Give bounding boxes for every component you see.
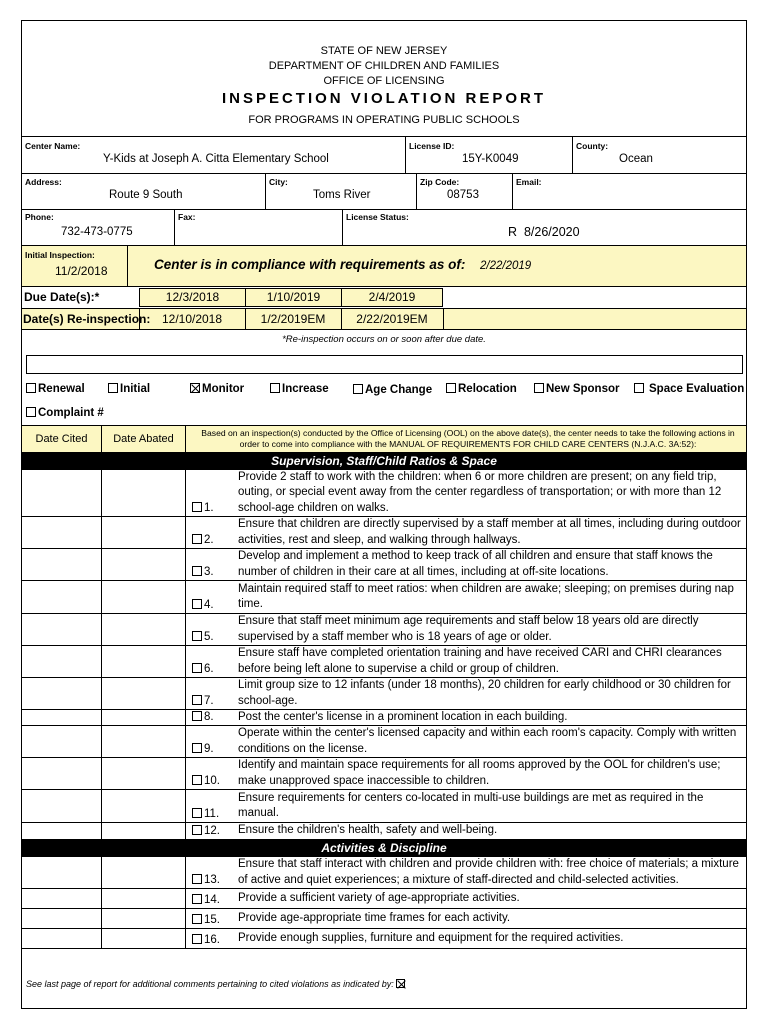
instructions-text: Based on an inspection(s) conducted by the Office of Licensing (OOL) on the above date(s), the center needs to take the following actions in order to come into compliance with the MANUAL OF REQUIREMENTS FOR CHILD CARE CENTERS (N.J.A.C. 3A:52): — [201, 428, 735, 449]
violation-text-content: Ensure the children's health, safety and well-being. — [238, 824, 498, 837]
report-subtitle: FOR PROGRAMS IN OPERATING PUBLIC SCHOOLS — [248, 114, 520, 126]
violation-text — [238, 909, 744, 928]
violation-row — [22, 549, 746, 581]
footer-note — [26, 979, 407, 989]
monitor-option[interactable] — [190, 383, 244, 395]
violation-number-label: 15. — [204, 914, 220, 926]
checkbox-icon[interactable] — [26, 383, 36, 393]
date-abated-cell[interactable] — [102, 581, 186, 613]
date-cited-cell[interactable] — [22, 790, 102, 822]
violation-number[interactable] — [192, 934, 220, 946]
compliance-date: 2/22/2019 — [480, 260, 532, 272]
violation-number[interactable] — [192, 695, 214, 707]
date-abated-cell[interactable] — [102, 758, 186, 789]
violation-number-label: 10. — [204, 775, 220, 787]
violation-number-label: 1. — [204, 502, 214, 514]
violation-text-content: Limit group size to 12 infants (under 18 months), 20 children for early childhood or 30 children for school-age. — [238, 679, 731, 707]
space-evaluation-option[interactable] — [634, 383, 744, 395]
violation-row — [22, 790, 746, 823]
date-cited-cell[interactable] — [22, 758, 102, 789]
checkbox-icon[interactable] — [192, 663, 202, 673]
initial-inspection-date: 11/2/2018 — [55, 264, 108, 278]
date-cited-cell[interactable] — [22, 710, 102, 725]
violation-text-content: Maintain required staff to meet ratios: when children are awake; sleeping; on premises during nap time. — [238, 582, 734, 610]
violation-row — [22, 678, 746, 710]
violation-number-label: 4. — [204, 599, 214, 611]
date-abated-cell[interactable] — [102, 470, 186, 516]
checkbox-icon[interactable] — [634, 383, 644, 393]
checkbox-icon[interactable] — [192, 711, 202, 721]
relocation-option[interactable] — [446, 383, 517, 395]
violation-row — [22, 517, 746, 549]
violation-text-content: Provide 2 staff to work with the children: when 6 or more children are present; on any field trip, outing, or special event away from the center regardless of transportation; or with more than 12 school-age children on walks. — [238, 470, 722, 514]
new-sponsor-option[interactable] — [534, 383, 619, 395]
violation-text-content: Ensure that staff meet minimum age requirements and staff below 18 years old are directly supervised by a staff member who is 18 years of age or older. — [238, 615, 699, 643]
violation-text-content: Operate within the center's licensed capacity and within each room's capacity. Comply with written conditions on the license. — [238, 727, 737, 755]
state-heading: STATE OF NEW JERSEY — [320, 45, 448, 57]
county-value: Ocean — [619, 153, 653, 165]
checkbox-icon[interactable] — [108, 383, 118, 393]
violation-text — [238, 710, 744, 725]
date-cited-cell[interactable] — [22, 549, 102, 580]
license-status-value: R 8/26/2020 — [508, 225, 580, 239]
date-abated-cell[interactable] — [102, 790, 186, 822]
zip-value: 08753 — [447, 189, 479, 201]
checkbox-icon[interactable] — [192, 874, 202, 884]
violation-text-content: Ensure that children are directly supervised by a staff member at all times, including during outdoor activities, rest and sleep, and walking through hallways. — [238, 518, 741, 546]
violation-row — [22, 614, 746, 646]
violation-number-label: 11. — [204, 808, 220, 820]
form-header — [22, 44, 746, 89]
violation-text-content: Develop and implement a method to keep track of all children and ensure that staff knows the number of children in their care at all times, including at off-site locations. — [238, 550, 713, 578]
date-cited-cell[interactable] — [22, 517, 102, 548]
violation-number[interactable] — [192, 631, 214, 643]
violation-text-content: Provide age-appropriate time frames for each activity. — [238, 911, 511, 924]
violation-row — [22, 889, 746, 909]
reinspection-date[interactable]: 1/2/2019EM — [260, 312, 326, 326]
violation-number[interactable] — [192, 775, 220, 787]
monitor-label: Monitor — [202, 383, 245, 395]
initial-option[interactable] — [108, 383, 150, 395]
complaint-label: Complaint # — [38, 407, 104, 419]
date-cited-header: Date Cited — [22, 426, 102, 452]
violation-number[interactable] — [192, 808, 219, 820]
violation-number-label: 5. — [204, 631, 214, 643]
checkbox-icon[interactable] — [192, 566, 202, 576]
date-cited-cell[interactable] — [22, 646, 102, 677]
violation-number[interactable] — [192, 894, 220, 906]
date-abated-cell[interactable] — [102, 678, 186, 709]
city-label: City: — [269, 177, 288, 187]
address-value: Route 9 South — [109, 189, 183, 201]
violation-number-label: 12. — [204, 825, 220, 837]
violation-number-label: 6. — [204, 663, 214, 675]
checked-checkbox-icon[interactable] — [190, 383, 200, 393]
date-cited-cell[interactable] — [22, 614, 102, 645]
violation-text — [238, 549, 744, 580]
checkbox-icon[interactable] — [192, 502, 202, 512]
license-id-value: 15Y-K0049 — [462, 153, 519, 165]
violation-number[interactable] — [192, 743, 214, 755]
violation-text-content: Ensure that staff interact with children and provide children with: free choice of materials; a mixture of active and quiet experiences; a mixture of staff-directed and child-selected activities. — [238, 858, 739, 886]
violation-number-label: 7. — [204, 695, 214, 707]
checkbox-icon[interactable] — [192, 534, 202, 544]
checkbox-icon[interactable] — [192, 825, 202, 835]
violation-number[interactable] — [192, 825, 220, 837]
checkbox-icon[interactable] — [192, 743, 202, 753]
initial-label: Initial — [120, 383, 151, 395]
violation-number[interactable] — [192, 599, 214, 611]
date-abated-cell[interactable] — [102, 517, 186, 548]
date-cited-cell[interactable] — [22, 857, 102, 888]
violation-number[interactable] — [192, 502, 214, 514]
violation-number-label: 13. — [204, 874, 220, 886]
section-banner: Activities & Discipline — [22, 840, 746, 857]
due-dates-row — [22, 287, 746, 308]
date-abated-cell[interactable] — [102, 909, 186, 928]
age-change-label: Age Change — [365, 384, 433, 396]
date-cited-cell[interactable] — [22, 823, 102, 839]
due-date-cell[interactable]: 12/3/2018 — [139, 288, 246, 307]
checkbox-icon[interactable] — [534, 383, 544, 393]
date-cited-cell[interactable] — [22, 726, 102, 757]
checkbox-icon[interactable] — [353, 384, 363, 394]
date-abated-cell[interactable] — [102, 614, 186, 645]
compliance-statement: Center is in compliance with requirements as of: — [154, 257, 466, 272]
due-dates-label: Due Date(s):* — [24, 290, 100, 304]
reinspection-date[interactable]: 12/10/2018 — [161, 312, 223, 326]
license-id-label: License ID: — [409, 141, 455, 151]
violation-number-label: 8. — [204, 711, 214, 723]
violation-number[interactable] — [192, 534, 214, 546]
violation-text-content: Post the center's license in a prominent location in each building. — [238, 710, 568, 723]
due-date-cell[interactable]: 2/4/2019 — [341, 288, 443, 307]
date-abated-cell[interactable] — [102, 549, 186, 580]
space-evaluation-label: Space Evaluation — [649, 383, 745, 395]
violation-row — [22, 710, 746, 726]
violation-text — [238, 726, 744, 757]
violation-text — [238, 929, 744, 948]
date-abated-cell[interactable] — [102, 710, 186, 725]
violation-row — [22, 857, 746, 889]
violation-text-content: Identify and maintain space requirements for all rooms approved by the OOL for children's use; make unapproved space inaccessible to children. — [238, 759, 721, 787]
relocation-label: Relocation — [458, 383, 517, 395]
complaint-option[interactable] — [26, 407, 104, 419]
violation-text — [238, 790, 744, 822]
checkbox-icon[interactable] — [192, 599, 202, 609]
date-abated-header: Date Abated — [102, 426, 186, 452]
age-change-option[interactable] — [353, 384, 432, 396]
violation-text — [238, 614, 744, 645]
violation-text-content: Provide enough supplies, furniture and equipment for the required activities. — [238, 931, 624, 944]
checkbox-icon[interactable] — [26, 407, 36, 417]
reinspection-note: *Re-inspection occurs on or soon after due date. — [282, 334, 486, 345]
date-abated-cell[interactable] — [102, 889, 186, 908]
renewal-option[interactable] — [26, 383, 85, 395]
comment-field[interactable] — [26, 355, 743, 374]
date-cited-cell[interactable] — [22, 889, 102, 908]
violation-row — [22, 646, 746, 678]
date-cited-cell[interactable] — [22, 909, 102, 928]
violation-text-content: Ensure requirements for centers co-located in multi-use buildings are met as required in the manual. — [238, 791, 704, 819]
center-name-label: Center Name: — [25, 141, 81, 151]
violation-number-label: 16. — [204, 934, 220, 946]
violation-text-content: Ensure staff have completed orientation training and have received CARI and CHRI clearances before being left alone to supervise a child or group of children. — [238, 647, 722, 675]
footer-note-text: See last page of report for additional comments pertaining to cited violations as indicated by: — [26, 979, 394, 989]
violation-number-label: 2. — [204, 534, 214, 546]
address-label: Address: — [25, 177, 62, 187]
zip-label: Zip Code: — [420, 177, 460, 187]
violation-text — [238, 889, 744, 908]
date-abated-cell[interactable] — [102, 929, 186, 948]
violation-text — [238, 470, 744, 516]
violation-row — [22, 909, 746, 929]
violation-row — [22, 758, 746, 790]
violation-number-label: 9. — [204, 743, 214, 755]
checkbox-icon[interactable] — [192, 631, 202, 641]
county-label: County: — [576, 141, 609, 151]
email-label: Email: — [516, 177, 542, 187]
office-heading: OFFICE OF LICENSING — [323, 75, 445, 87]
increase-label: Increase — [282, 383, 329, 395]
table-header — [22, 425, 746, 453]
checkbox-icon[interactable] — [192, 894, 202, 904]
date-cited-cell[interactable] — [22, 470, 102, 516]
checkbox-icon[interactable] — [270, 383, 280, 393]
city-value: Toms River — [313, 189, 371, 201]
reinspection-label: Date(s) Re-inspection: — [23, 312, 151, 326]
checkbox-icon[interactable] — [192, 775, 202, 785]
increase-option[interactable] — [270, 383, 329, 395]
violation-number[interactable] — [192, 566, 214, 578]
phone-value: 732-473-0775 — [61, 226, 133, 238]
checked-checkbox-icon — [396, 979, 405, 988]
checkbox-icon[interactable] — [192, 914, 202, 924]
violation-text — [238, 581, 744, 613]
violation-text — [238, 857, 744, 888]
center-name-value: Y-Kids at Joseph A. Citta Elementary School — [103, 153, 329, 165]
violation-number-label: 3. — [204, 566, 214, 578]
renewal-label: Renewal — [38, 383, 85, 395]
violation-text — [238, 678, 744, 709]
new-sponsor-label: New Sponsor — [546, 383, 620, 395]
violation-number-label: 14. — [204, 894, 220, 906]
license-status-label: License Status: — [346, 212, 409, 222]
report-title: INSPECTION VIOLATION REPORT — [221, 90, 547, 107]
date-cited-cell[interactable] — [22, 929, 102, 948]
phone-label: Phone: — [25, 212, 54, 222]
initial-inspection-label: Initial Inspection: — [25, 250, 95, 260]
reinspection-date[interactable]: 2/22/2019EM — [356, 312, 428, 326]
department-heading: DEPARTMENT OF CHILDREN AND FAMILIES — [268, 60, 500, 72]
checkbox-icon[interactable] — [192, 934, 202, 944]
date-abated-cell[interactable] — [102, 857, 186, 888]
violation-number[interactable] — [192, 914, 220, 926]
violation-row — [22, 470, 746, 517]
checkbox-icon[interactable] — [192, 695, 202, 705]
violation-text — [238, 823, 744, 839]
violation-text — [238, 517, 744, 548]
violation-number[interactable] — [192, 711, 214, 723]
checkbox-icon[interactable] — [192, 808, 202, 818]
violation-row — [22, 823, 746, 840]
date-abated-cell[interactable] — [102, 823, 186, 839]
date-abated-cell[interactable] — [102, 646, 186, 677]
fax-label: Fax: — [178, 212, 196, 222]
section-banner: Supervision, Staff/Child Ratios & Space — [22, 453, 746, 470]
violation-text-content: Provide a sufficient variety of age-appropriate activities. — [238, 891, 520, 904]
date-cited-cell[interactable] — [22, 581, 102, 613]
violation-row — [22, 726, 746, 758]
due-date-cell[interactable]: 1/10/2019 — [245, 288, 342, 307]
violation-text — [238, 758, 744, 789]
date-abated-cell[interactable] — [102, 726, 186, 757]
date-cited-cell[interactable] — [22, 678, 102, 709]
violation-number[interactable] — [192, 663, 214, 675]
reinspection-row — [22, 308, 746, 330]
checkbox-icon[interactable] — [446, 383, 456, 393]
violation-number[interactable] — [192, 874, 220, 886]
violation-row — [22, 581, 746, 614]
inspection-report-form — [21, 20, 747, 1009]
violation-text — [238, 646, 744, 677]
violation-row — [22, 929, 746, 949]
